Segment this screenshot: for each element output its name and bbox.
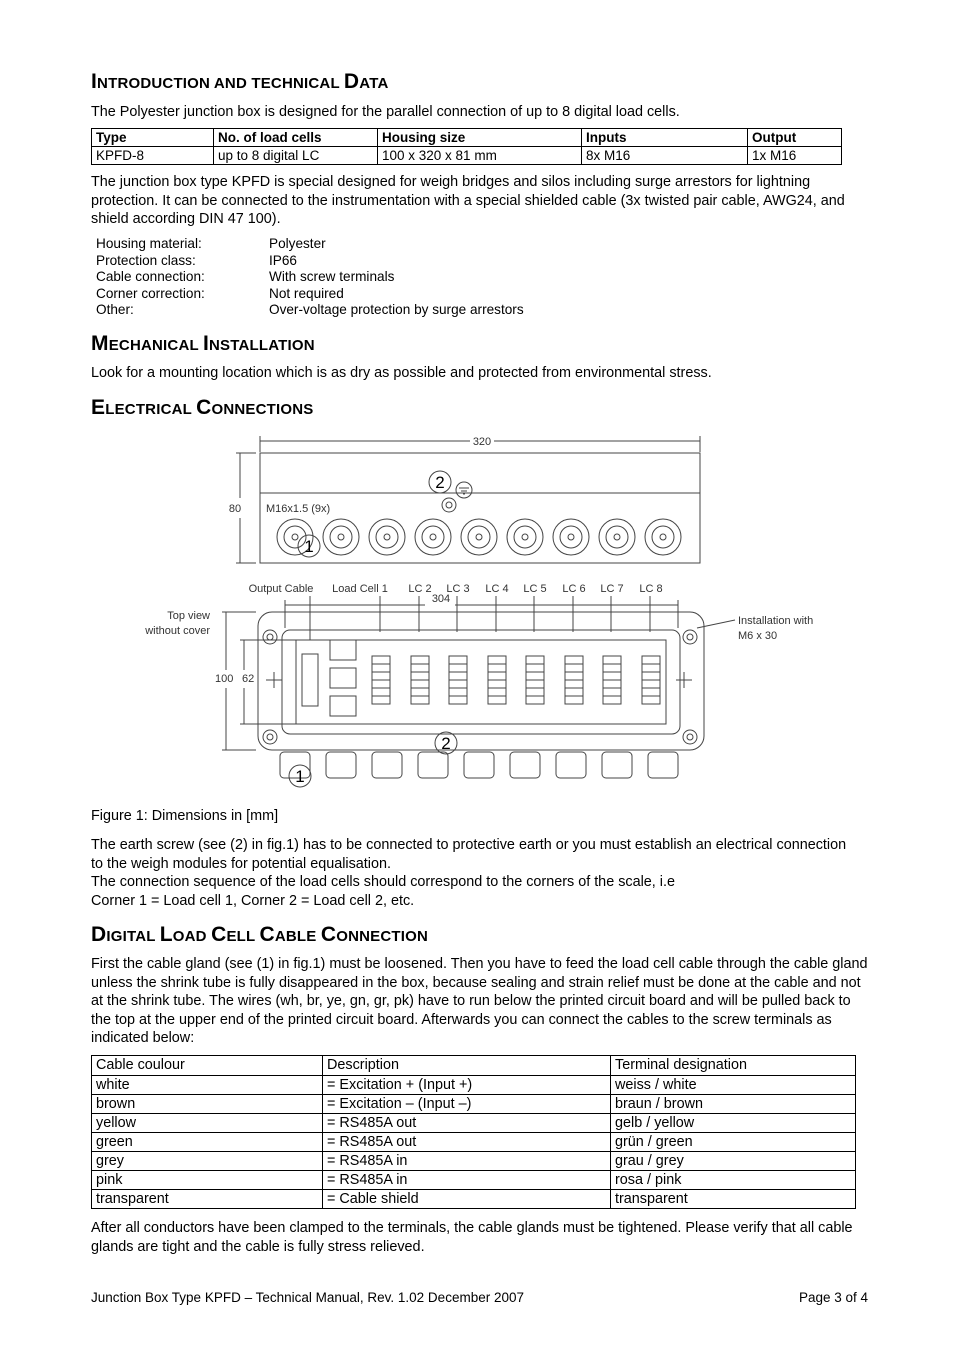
table-row — [92, 1190, 856, 1209]
table-cell: = Excitation + (Input +) — [323, 1076, 611, 1095]
lc-label: LC 6 — [562, 583, 586, 595]
figure-caption: Figure 1: Dimensions in [mm] — [91, 808, 279, 824]
cable-table — [91, 1055, 856, 1209]
table-cell: up to 8 digital LC — [214, 147, 378, 165]
earth-paragraph: The earth screw (see (2) in fig.1) has to be connected to protective earth or you must establish an electrical connection to the weigh modules for potential equalisation. — [91, 837, 847, 872]
footer-page-number: Page 3 of 4 — [798, 1290, 868, 1305]
table-header-cell: Cable coulour — [92, 1056, 323, 1076]
installation-screw-label: M6 x 30 — [738, 630, 778, 642]
gland-label: M16x1.5 (9x) — [266, 503, 331, 515]
dimension-depth-label: 100 — [215, 673, 234, 685]
section-heading-digital: DIGITAL LOAD CELL CABLE CONNECTION — [91, 923, 429, 946]
table-cell: 1x M16 — [748, 147, 842, 165]
table-cell: transparent — [92, 1190, 323, 1209]
table-cell: brown — [92, 1095, 323, 1114]
dimension-inner-label: 304 — [431, 593, 451, 605]
table-cell: = RS485A in — [323, 1152, 611, 1171]
callout-1: 1 — [295, 767, 305, 786]
spec-label: Cable connection: — [96, 269, 205, 285]
spec-row — [96, 269, 524, 286]
table-cell: = Excitation – (Input –) — [323, 1095, 611, 1114]
spec-value: Not required — [269, 285, 344, 301]
table-header-cell: No. of load cells — [214, 129, 378, 147]
lc-label: LC 4 — [485, 583, 509, 595]
lc-label: LC 7 — [600, 583, 624, 595]
callout-2: 2 — [441, 734, 451, 753]
table-row — [92, 147, 842, 165]
table-cell: grey — [92, 1152, 323, 1171]
table-cell: transparent — [611, 1190, 856, 1209]
dimension-drawing — [135, 430, 825, 800]
output-cable-label: Output Cable — [248, 583, 314, 595]
spec-label: Corner correction: — [96, 285, 205, 301]
spec-value: IP66 — [269, 252, 297, 268]
table-row — [92, 1095, 856, 1114]
dimension-height-label: 80 — [228, 503, 242, 515]
spec-value: Over-voltage protection by surge arrestors — [269, 302, 524, 318]
table-cell: grün / green — [611, 1133, 856, 1152]
table-cell: = RS485A in — [323, 1171, 611, 1190]
table-cell: 100 x 320 x 81 mm — [378, 147, 582, 165]
table-row — [92, 1114, 856, 1133]
table-cell: = RS485A out — [323, 1133, 611, 1152]
table-header-row — [92, 129, 842, 147]
footer-left: Junction Box Type KPFD – Technical Manual, Rev. 1.02 December 2007 — [91, 1290, 524, 1305]
table-header-cell: Housing size — [378, 129, 582, 147]
spec-row — [96, 236, 524, 253]
spec-value: With screw terminals — [269, 269, 395, 285]
product-spec-table — [91, 128, 842, 165]
top-view-label: Top view — [167, 610, 210, 622]
table-row — [92, 1133, 856, 1152]
installation-label: Installation with — [738, 615, 814, 627]
callout-1: 1 — [304, 537, 314, 556]
table-row — [92, 1171, 856, 1190]
lc-label: LC 3 — [446, 583, 470, 595]
spec-row — [96, 253, 524, 270]
spec-label: Other: — [96, 302, 134, 318]
table-cell: braun / brown — [611, 1095, 856, 1114]
spec-value: Polyester — [269, 236, 326, 251]
table-header-cell: Type — [92, 129, 214, 147]
table-cell: 8x M16 — [582, 147, 748, 165]
table-header-cell: Description — [323, 1056, 611, 1076]
table-cell: KPFD-8 — [92, 147, 214, 165]
table-header-row — [92, 1056, 856, 1076]
callout-2: 2 — [435, 473, 445, 492]
table-cell: weiss / white — [611, 1076, 856, 1095]
spec-list — [96, 236, 524, 319]
table-cell: yellow — [92, 1114, 323, 1133]
table-header-cell: Terminal designation — [611, 1056, 856, 1076]
table-row — [92, 1152, 856, 1171]
lc-label: LC 8 — [639, 583, 663, 595]
final-paragraph: After all conductors have been clamped to the terminals, the cable glands must be tightened. Please verify that all cable glands are tight and the cable is fully stress relieved. — [91, 1220, 853, 1255]
table-cell: grau / grey — [611, 1152, 856, 1171]
dimension-depth2-label: 62 — [242, 673, 255, 685]
without-cover-label: without cover — [145, 625, 210, 637]
table-cell: pink — [92, 1171, 323, 1190]
table-header-cell: Inputs — [582, 129, 748, 147]
spec-row — [96, 302, 524, 319]
sequence-paragraph: The connection sequence of the load cells should correspond to the corners of the scale, i.e — [91, 874, 675, 890]
table-cell: green — [92, 1133, 323, 1152]
digital-paragraph: First the cable gland (see (1) in fig.1) must be loosened. Then you have to feed the load cell cable through the cable gland unless the shrink tube is fully disappeared in the box, because sealing and strain relief must be done at the cable and not at the shrink tube. The wires (wh, br, ye, gn, gr, pk) have to run below the printed circuit board and will be pulled back to the top at the upper end of the printed circuit board. Afterwards you can connect the cables to the screw terminals as indicated below: — [91, 956, 868, 1047]
table-cell: white — [92, 1076, 323, 1095]
spec-label: Protection class: — [96, 252, 196, 268]
section-heading-electrical: ELECTRICAL CONNECTIONS — [91, 396, 314, 419]
load-cell-1-label: Load Cell 1 — [332, 583, 388, 595]
dimension-width-label: 320 — [472, 436, 492, 448]
section-heading-mechanical: MECHANICAL INSTALLATION — [91, 332, 315, 355]
spec-row — [96, 286, 524, 303]
table-header-cell: Output — [748, 129, 842, 147]
lc-label: LC 2 — [408, 583, 432, 595]
spec-label: Housing material: — [96, 236, 202, 251]
section-heading-introduction: INTRODUCTION AND TECHNICAL DATA — [91, 70, 389, 93]
lc-label: LC 5 — [523, 583, 547, 595]
intro-paragraph: The Polyester junction box is designed for the parallel connection of up to 8 digital load cells. — [91, 104, 680, 120]
table-cell: = Cable shield — [323, 1190, 611, 1209]
table-cell: = RS485A out — [323, 1114, 611, 1133]
corner-paragraph: Corner 1 = Load cell 1, Corner 2 = Load cell 2, etc. — [91, 893, 415, 909]
table-row — [92, 1076, 856, 1095]
table-cell: gelb / yellow — [611, 1114, 856, 1133]
table-cell: rosa / pink — [611, 1171, 856, 1190]
mechanical-paragraph: Look for a mounting location which is as dry as possible and protected from environmental stress. — [91, 365, 712, 381]
description-paragraph: The junction box type KPFD is special designed for weigh bridges and silos including surge arrestors for lightning protection. It can be connected to the instrumentation with a special shielded cable (3x twisted pair cable, AWG24, and shield according DIN 47 100). — [91, 174, 845, 228]
